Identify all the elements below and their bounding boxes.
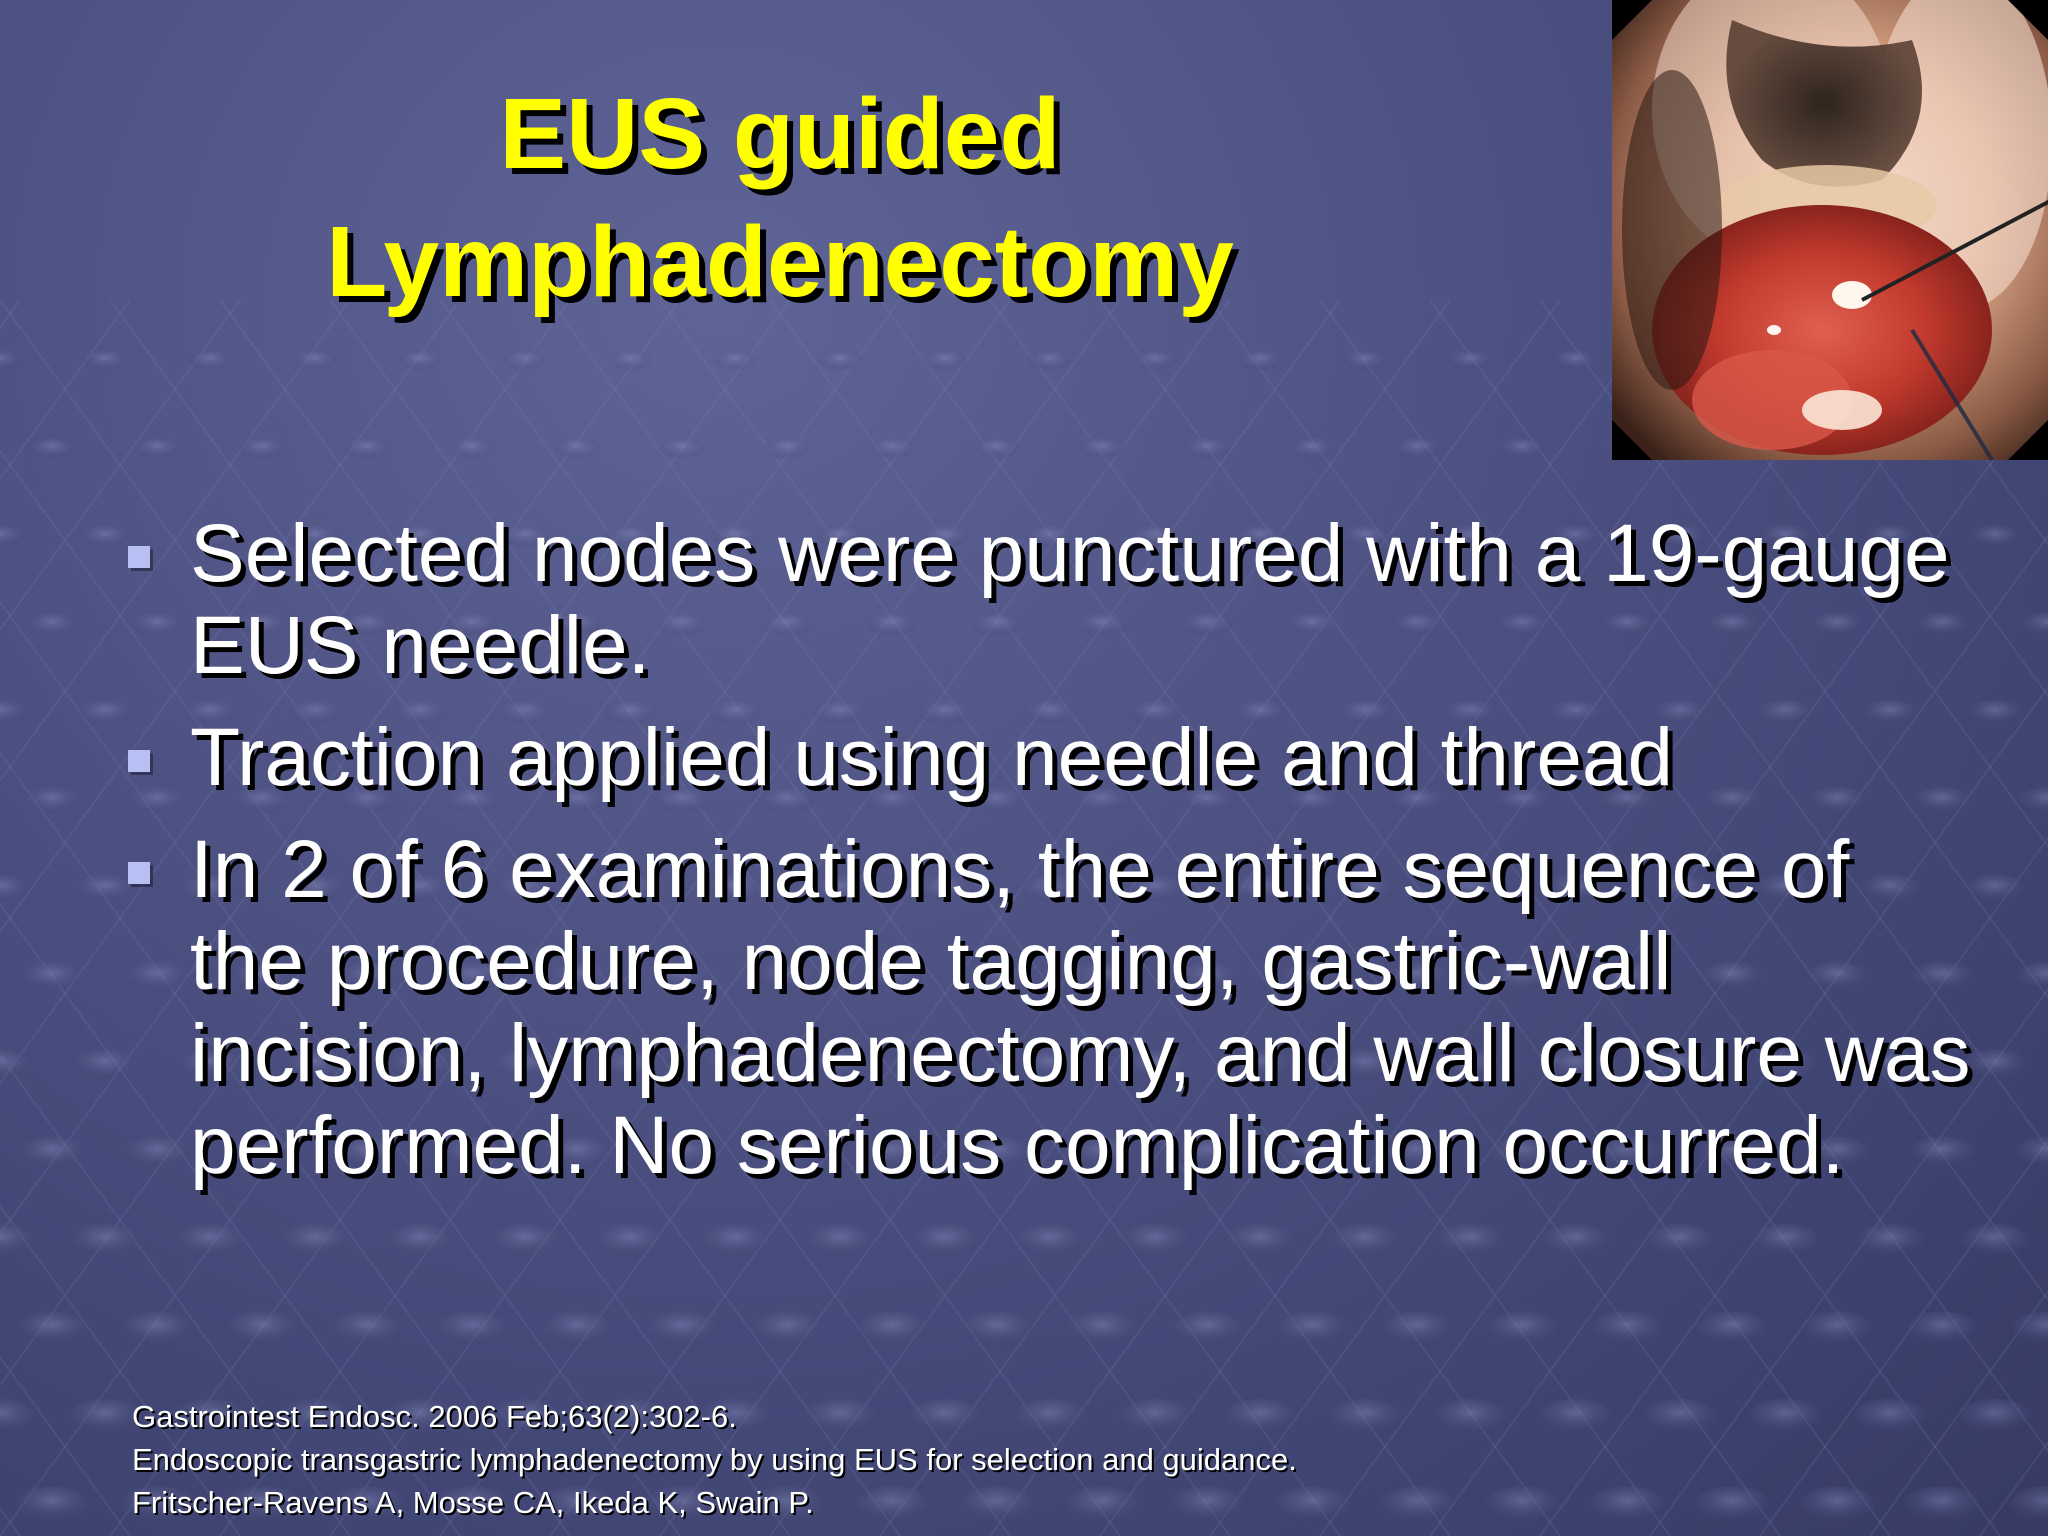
background-dot [1289,437,1335,458]
background-dot [1331,1224,1399,1256]
background-dot [869,437,915,458]
title-line-2: Lymphadenectomy [326,206,1234,318]
background-dot [0,525,24,547]
bullet-text: Traction applied using needle and thread [190,712,1674,803]
background-dot [1394,437,1440,458]
background-dot [122,1311,192,1344]
background-dot [1646,1224,1714,1256]
background-dot [332,1311,402,1344]
background-dot [974,437,1020,458]
background-dot [449,437,495,458]
background-dot [176,1224,244,1256]
background-dot [1907,1311,1977,1344]
background-dot [0,1049,32,1079]
background-dot [24,787,80,813]
background-dot [1226,1224,1294,1256]
background-dot [29,437,75,458]
background-dot [2019,787,2048,813]
background-dot [386,1224,454,1256]
citation [132,1395,1832,1524]
background-dot [1487,1311,1557,1344]
citation-journal: Gastrointest Endosc. 2006 Feb;63(2):302-6. [132,1399,737,1434]
background-dot [1238,350,1282,370]
background-dot [2009,1486,2048,1522]
endoscopic-view-photo [1612,0,2048,460]
square-bullet-icon [128,862,150,884]
background-dot [923,350,967,370]
bullet-list [120,508,1980,1212]
background-dot [2012,1311,2048,1344]
background-dot [2014,1137,2048,1168]
background-dot [503,350,547,370]
background-dot [14,1486,89,1522]
background-dot [26,612,77,636]
background-dot [1856,1224,1924,1256]
background-dot [0,700,27,725]
background-dot [1067,1311,1137,1344]
background-dot [1697,1311,1767,1344]
background-dot [1133,350,1177,370]
background-dot [19,1137,85,1168]
background-dot [69,1399,142,1433]
background-dot [188,350,232,370]
background-dot [647,1311,717,1344]
background-dot [1121,1224,1189,1256]
citation-article-title: Endoscopic transgastric lymphadenectomy by using EUS for selection and guidance. [132,1442,1297,1477]
background-dot [83,350,127,370]
background-dot [554,437,600,458]
background-dot [962,1311,1032,1344]
background-dot [1172,1311,1242,1344]
square-bullet-icon [128,750,150,772]
background-dot [1541,1224,1609,1256]
background-dot [0,350,22,370]
background-dot [701,1224,769,1256]
background-dot [398,350,442,370]
background-dot [491,1224,559,1256]
background-dot [659,437,705,458]
background-dot [134,437,180,458]
background-dot [71,1224,139,1256]
background-dot [1592,1311,1662,1344]
background-dot [281,1224,349,1256]
background-dot [752,1311,822,1344]
background-dot [293,350,337,370]
background-dot [1436,1224,1504,1256]
citation-authors: Fritscher-Ravens A, Mosse CA, Ikeda K, Swain P. [132,1485,814,1520]
bullet-item [120,824,1980,1192]
square-bullet-icon [128,546,150,568]
background-dot [764,437,810,458]
background-dot [857,1311,927,1344]
background-dot [542,1311,612,1344]
background-dot [1343,350,1387,370]
title-line-1: EUS guided [499,78,1061,190]
background-dot [911,1224,979,1256]
background-dot [1079,437,1125,458]
background-dot [2017,962,2048,990]
bullet-item [120,712,1980,804]
background-dot [22,962,83,990]
background-dot [1961,1224,2029,1256]
background-dot [608,350,652,370]
background-dot [1802,1311,1872,1344]
background-dot [239,437,285,458]
background-dot [1448,350,1492,370]
background-dot [1277,1311,1347,1344]
background-dot [17,1311,87,1344]
background-dot [806,1224,874,1256]
bullet-item [120,508,1980,692]
background-dot [1553,350,1597,370]
background-dot [437,1311,507,1344]
background-dot [818,350,862,370]
background-dot [1904,1486,1979,1522]
background-dot [713,350,757,370]
background-dot [1499,437,1545,458]
background-dot [1016,1224,1084,1256]
background-dot [344,437,390,458]
background-dot [0,1399,36,1433]
bullet-text: Selected nodes were punctured with a 19-gauge EUS needle. [190,508,1950,691]
background-dot [1751,1224,1819,1256]
background-dot [1184,437,1230,458]
background-dot [1382,1311,1452,1344]
background-dot [1854,1399,1927,1433]
background-dot [0,1224,34,1256]
background-dot [596,1224,664,1256]
slide-title [150,70,1410,326]
background-dot [1028,350,1072,370]
background-dot [1959,1399,2032,1433]
background-dot [227,1311,297,1344]
bullet-text: In 2 of 6 examinations, the entire sequence of the procedure, node tagging, gastric-wall incision, lymphadenectomy, and wall closure was performed. No serious complication occurred. [190,824,1971,1191]
background-dot [2021,612,2048,636]
